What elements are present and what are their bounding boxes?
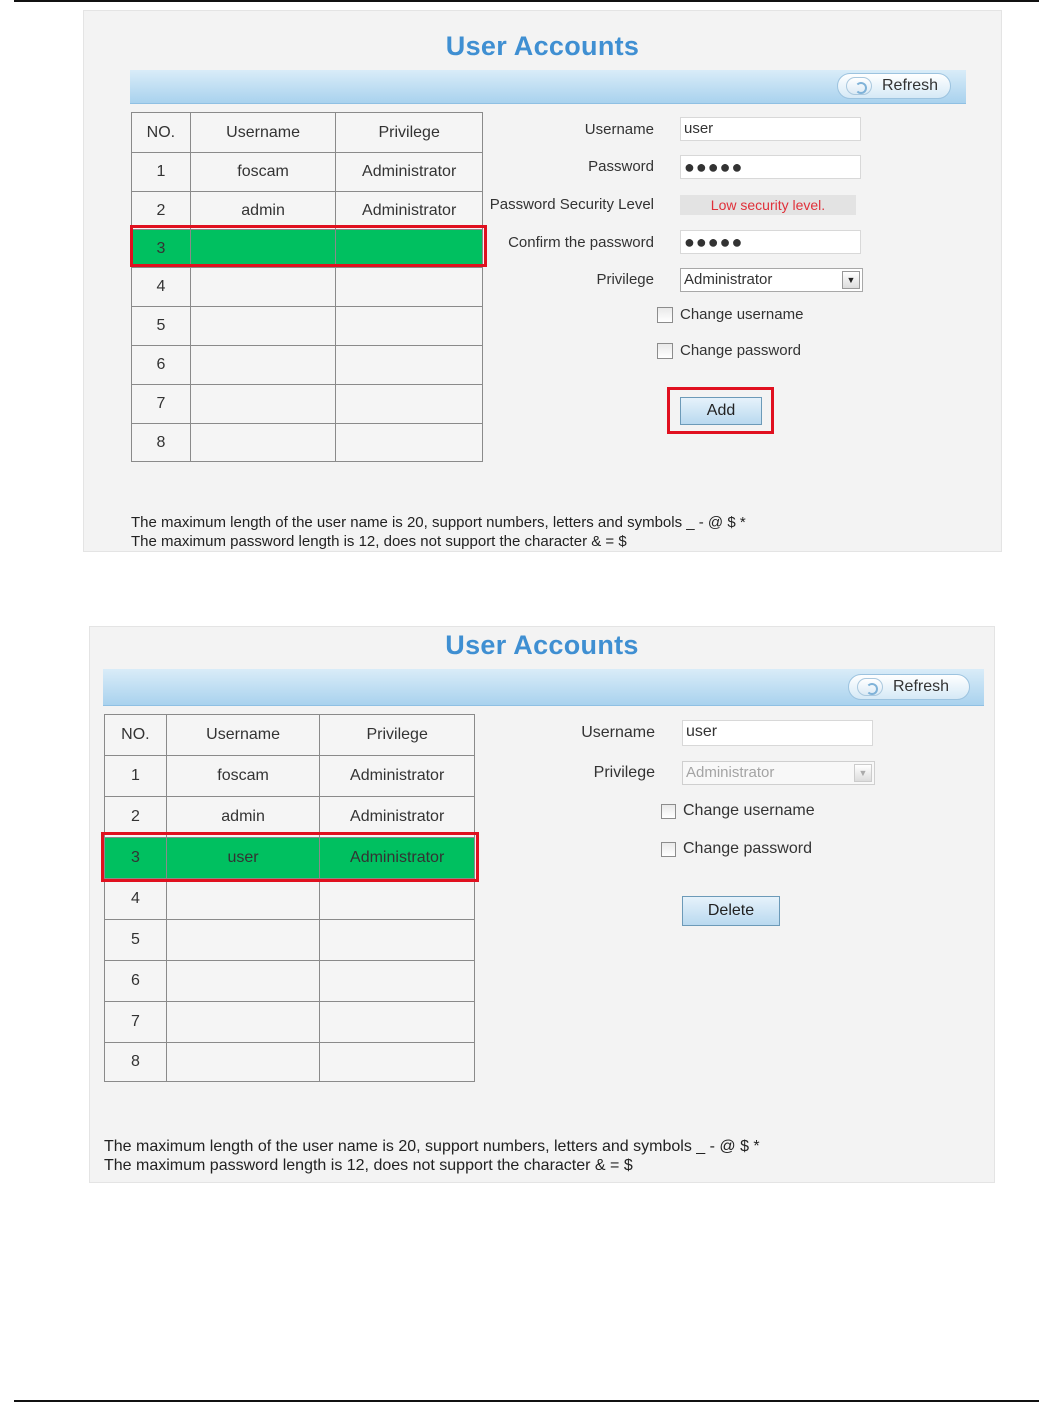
page-title: User Accounts <box>445 31 640 61</box>
dropdown-arrow-icon[interactable]: ▼ <box>842 271 860 289</box>
change-username-label: Change username <box>683 802 815 819</box>
row-username <box>166 879 320 920</box>
confirm-password-label: Confirm the password <box>508 234 654 251</box>
toolbar <box>103 669 984 706</box>
table-row[interactable] <box>105 920 475 961</box>
row-privilege <box>336 268 483 307</box>
add-button[interactable]: Add <box>680 397 762 425</box>
privilege-label: Privilege <box>593 764 655 781</box>
row-no: 4 <box>105 879 167 920</box>
input-rules-notes <box>104 1137 760 1175</box>
table-row[interactable] <box>105 961 475 1002</box>
table-row[interactable] <box>132 268 483 307</box>
change-username-option[interactable] <box>661 802 815 820</box>
header-username: Username <box>166 715 320 756</box>
row-no: 1 <box>132 153 191 192</box>
delete-button[interactable]: Delete <box>682 896 780 926</box>
toolbar <box>130 70 966 104</box>
change-username-checkbox[interactable] <box>657 307 673 323</box>
table-row[interactable] <box>105 879 475 920</box>
row-no: 8 <box>105 1043 167 1082</box>
row-no: 3 <box>105 838 167 879</box>
bottom-rule <box>14 1400 1039 1402</box>
header-no: NO. <box>132 113 191 153</box>
table-row[interactable] <box>105 1002 475 1043</box>
table-row[interactable] <box>132 385 483 424</box>
row-no: 8 <box>132 424 191 462</box>
row-privilege: Administrator <box>320 797 475 838</box>
row-privilege <box>336 346 483 385</box>
input-rules-notes <box>131 513 746 551</box>
header-privilege: Privilege <box>336 113 483 153</box>
users-table <box>131 112 483 462</box>
table-row[interactable] <box>132 307 483 346</box>
privilege-value: Administrator <box>684 271 773 288</box>
header-privilege: Privilege <box>320 715 475 756</box>
table-header-row <box>132 113 483 153</box>
privilege-select[interactable] <box>680 268 863 292</box>
table-header-row <box>105 715 475 756</box>
row-no: 7 <box>105 1002 167 1043</box>
change-password-label: Change password <box>680 342 801 359</box>
change-password-label: Change password <box>683 840 812 857</box>
change-username-label: Change username <box>680 306 804 323</box>
refresh-button[interactable] <box>837 73 951 99</box>
dropdown-arrow-icon: ▼ <box>854 764 872 782</box>
row-username <box>190 346 336 385</box>
add-button-highlight <box>667 387 774 434</box>
password-field[interactable]: ●●●●● <box>680 155 861 179</box>
refresh-icon <box>857 678 883 696</box>
privilege-label: Privilege <box>596 271 654 288</box>
row-username: foscam <box>190 153 336 192</box>
row-username <box>190 385 336 424</box>
username-label: Username <box>584 121 654 138</box>
row-username <box>166 920 320 961</box>
row-no: 7 <box>132 385 191 424</box>
page-title: User Accounts <box>445 630 639 660</box>
row-no: 5 <box>132 307 191 346</box>
change-password-option[interactable] <box>657 342 801 359</box>
username-field[interactable]: user <box>682 720 873 746</box>
row-privilege <box>320 1002 475 1043</box>
row-no: 2 <box>105 797 167 838</box>
password-label: Password <box>588 158 654 175</box>
username-label: Username <box>581 724 655 741</box>
change-password-checkbox[interactable] <box>657 343 673 359</box>
table-row[interactable] <box>132 346 483 385</box>
row-no: 5 <box>105 920 167 961</box>
row-username <box>166 961 320 1002</box>
refresh-button[interactable] <box>848 674 970 700</box>
header-username: Username <box>190 113 336 153</box>
row-privilege <box>320 920 475 961</box>
privilege-value: Administrator <box>686 764 775 781</box>
change-username-checkbox[interactable] <box>661 804 676 819</box>
selection-highlight <box>130 225 487 267</box>
user-accounts-panel-delete <box>89 626 995 1183</box>
row-no: 3 <box>132 230 191 268</box>
row-username <box>190 424 336 462</box>
row-privilege: Administrator <box>336 153 483 192</box>
row-privilege <box>336 385 483 424</box>
refresh-label: Refresh <box>893 678 950 695</box>
row-privilege <box>336 424 483 462</box>
confirm-password-field[interactable]: ●●●●● <box>680 230 861 254</box>
row-no: 6 <box>132 346 191 385</box>
row-no: 4 <box>132 268 191 307</box>
row-privilege: Administrator <box>320 838 475 879</box>
security-level-label: Password Security Level <box>489 196 654 213</box>
row-username: foscam <box>166 756 320 797</box>
row-privilege <box>320 879 475 920</box>
security-level-indicator: Low security level. <box>680 195 856 215</box>
refresh-label: Refresh <box>882 77 939 94</box>
row-privilege <box>336 307 483 346</box>
change-password-checkbox[interactable] <box>661 842 676 857</box>
table-row[interactable] <box>132 153 483 192</box>
password-rule-text: The maximum password length is 12, does not support the character & = $ <box>104 1157 633 1174</box>
row-username: admin <box>166 797 320 838</box>
table-row[interactable] <box>132 192 483 230</box>
top-rule <box>14 0 1039 2</box>
table-row[interactable] <box>105 756 475 797</box>
username-rule-text: The maximum length of the user name is 20, support numbers, letters and symbols _ - @ $ * <box>131 514 746 531</box>
users-table <box>104 714 475 1082</box>
change-password-option[interactable] <box>661 840 812 858</box>
row-username: admin <box>190 192 336 230</box>
table-row[interactable] <box>132 424 483 462</box>
selection-highlight <box>101 832 479 882</box>
password-rule-text: The maximum password length is 12, does not support the character & = $ <box>131 533 627 550</box>
row-privilege: Administrator <box>336 192 483 230</box>
table-row[interactable] <box>105 1043 475 1082</box>
row-privilege <box>320 1043 475 1082</box>
privilege-select <box>682 761 875 785</box>
user-accounts-panel-add <box>83 10 1002 552</box>
username-field[interactable]: user <box>680 117 861 141</box>
row-privilege: Administrator <box>320 756 475 797</box>
change-username-option[interactable] <box>657 306 803 323</box>
row-username <box>190 307 336 346</box>
header-no: NO. <box>105 715 167 756</box>
row-privilege <box>320 961 475 1002</box>
row-username <box>190 268 336 307</box>
username-rule-text: The maximum length of the user name is 20, support numbers, letters and symbols _ - @ $ * <box>104 1138 760 1155</box>
row-username <box>166 1002 320 1043</box>
row-username: user <box>166 838 320 879</box>
row-username <box>166 1043 320 1082</box>
row-no: 2 <box>132 192 191 230</box>
row-no: 1 <box>105 756 167 797</box>
row-no: 6 <box>105 961 167 1002</box>
refresh-icon <box>846 77 872 95</box>
